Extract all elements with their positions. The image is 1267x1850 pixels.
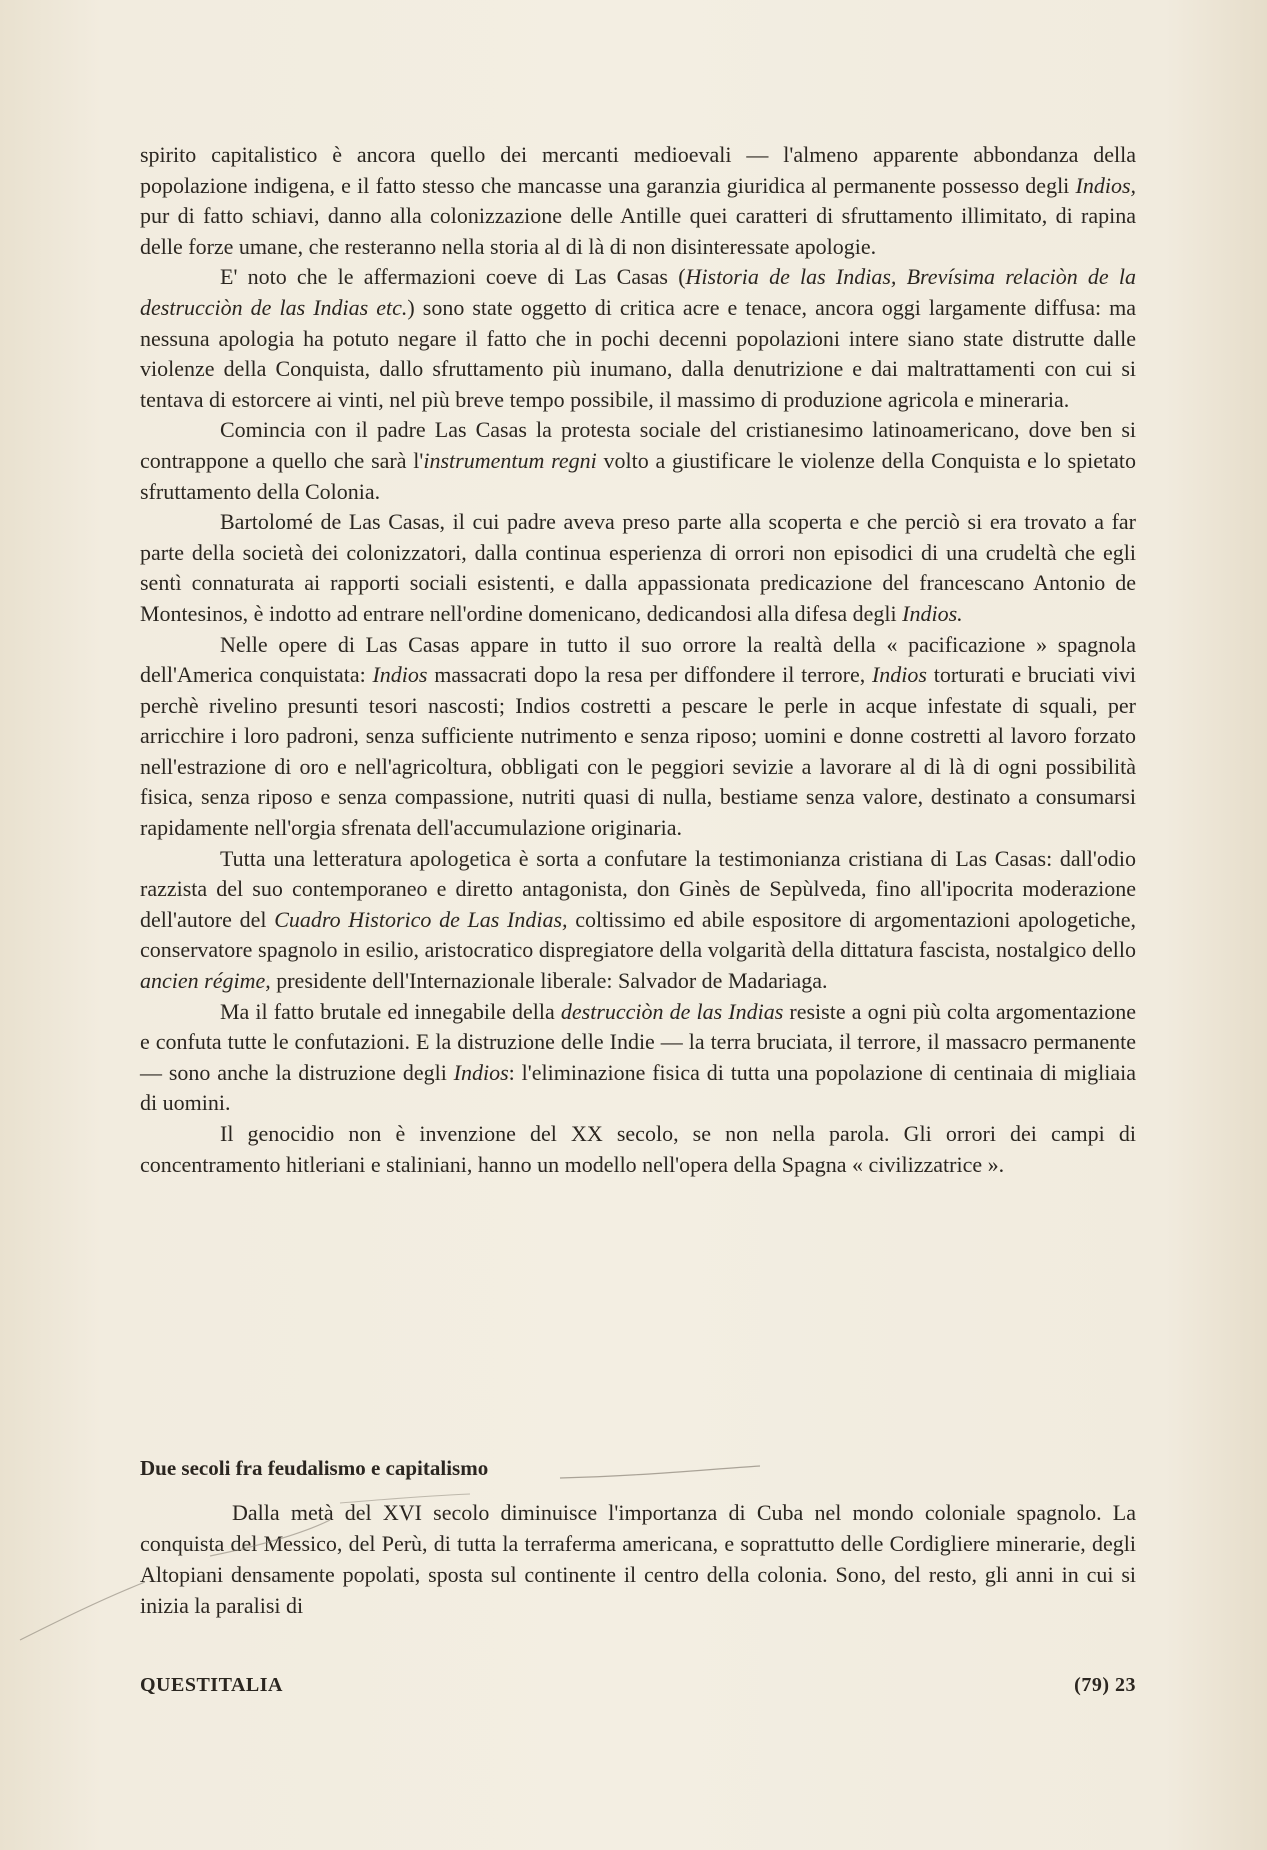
italic-run: ancien régime, <box>140 968 271 994</box>
section-paragraph-1: Dalla metà del XVI secolo diminuisce l'importanza di Cuba nel mondo coloniale spagnolo. La conquista del Messico, del Perù, di tutta la terraferma americana, e soprattutto delle Cordigliere minerarie, degli Altopiani densamente popolati, sposta sul continente il centro della colonia. Sono, del resto, gli anni in cui si inizia la paralisi di <box>140 1500 1136 1618</box>
section-heading: Due secoli fra feudalismo e capitalismo <box>140 1456 489 1480</box>
text-run: Comincia con il padre Las Casas la protesta sociale del cristianesimo latinoamericano, dove ben si contrappone a quello che sarà l' <box>140 417 1136 473</box>
text-run: Bartolomé de Las Casas, il cui padre aveva preso parte alla scoperta e che perciò si era trovato a far parte della società dei colonizzatori, dalla continua esperienza di orrori non episodici di una crudeltà che egli sentì connaturata ai rapporti sociali esistenti, e dalla appassionata predicazione del francescano Antonio de Montesinos, è indotto ad entrare nell'ordine domenicano, dedicandosi alla difesa degli <box>140 509 1136 626</box>
italic-run: Historia de las Indias, Brevísima relaciòn de la destrucciòn de las Indias etc. <box>140 264 1136 320</box>
text-run: torturati e bruciati vivi perchè rivelino presunti tesori nascosti; Indios costretti a pescare le perle in acque infestate di squali, per arricchire i loro padroni, senza sufficiente nutrimento e senza riposo; uomini e donne costretti al lavoro forzato nell'estrazione di oro e nell'agricoltura, obbligati con le peggiori sevizie a lavorare al di là di ogni possibilità fisica, senza riposo e senza compassione, nutriti quasi di nulla, bestiame senza valore, destinato a consumarsi rapidamente nell'orgia sfrenata dell'accumulazione originaria. <box>140 662 1136 841</box>
text-run: E' noto che le affermazioni coeve di Las Casas ( <box>220 264 686 290</box>
paragraph-1 <box>140 140 1136 262</box>
text-run: volto a giustificare le violenze della Conquista e lo spietato sfruttamento della Colonia. <box>140 447 1137 504</box>
text-run: Il genocidio non è invenzione del XX secolo, se non nella parola. Gli orrori dei campi di concentramento hitleriani e staliniani, hanno un modello nell'opera della Spagna « civilizzatrice ». <box>140 1121 1136 1177</box>
italic-run: Indios <box>871 662 927 688</box>
article-body <box>140 140 1136 1180</box>
paragraph-3 <box>140 415 1136 507</box>
text-run: coltissimo ed abile espositore di argomentazioni apologetiche, conservatore spagnolo in esilio, aristocratico dispregiatore della volgarità della dittatura fascista, nostalgico dello <box>140 906 1136 963</box>
italic-run: Indios. <box>902 600 963 626</box>
text-run: Nelle opere di Las Casas appare in tutto il suo orrore la realtà della « pacificazione » spagnola dell'America conquistata: <box>140 631 1136 688</box>
paragraph-8 <box>140 1119 1136 1180</box>
text-run: presidente dell'Internazionale liberale: Salvador de Madariaga. <box>270 968 828 994</box>
paragraph-7 <box>140 997 1136 1119</box>
text-run: massacrati dopo la resa per diffondere il terrore, <box>427 662 872 688</box>
text-run: Tutta una letteratura apologetica è sorta a confutare la testimonianza cristiana di Las Casas: dall'odio razzista del suo contemporaneo e diretto antagonista, don Ginès de Sepùlveda, fino all'ipocrita moderazione dell'autore del <box>140 845 1136 932</box>
section-body <box>140 1497 1136 1621</box>
text-run: pur di fatto schiavi, danno alla colonizzazione delle Antille quei caratteri di sfruttamento illimitato, di rapina delle forze umane, che resteranno nella storia al di là di non disinteressate apologie. <box>140 203 1136 259</box>
paragraph-5 <box>140 630 1136 844</box>
page-number: (79) 23 <box>1074 1674 1136 1696</box>
italic-run: Indios <box>372 662 428 688</box>
text-run: spirito capitalistico è ancora quello dei mercanti medioevali — l'almeno apparente abbondanza della popolazione indigena, e il fatto stesso che mancasse una garanzia giuridica al permanente possesso degli <box>140 142 1136 198</box>
italic-run: Cuadro Historico de Las Indias, <box>274 906 568 932</box>
italic-run: destrucciòn de las Indias <box>560 998 784 1024</box>
text-run: : l'eliminazione fisica di tutta una popolazione di centinaia di migliaia di uomini. <box>140 1059 1136 1116</box>
paragraph-4 <box>140 507 1136 629</box>
text-run: ) sono state oggetto di critica acre e tenace, ancora oggi largamente diffusa: ma nessuna apologia ha potuto negare il fatto che in pochi decenni popolazioni intere siano state distrutte dalle violenze della Conquista, dallo sfruttamento più inumano, dalla denutrizione e dai maltrattamenti con cui si tentava di estorcere ai vinti, nel più breve tempo possibile, il massimo di produzione agricola e mineraria. <box>140 294 1136 412</box>
italic-run: Indios, <box>1075 172 1136 198</box>
text-run: resiste a ogni più colta argomentazione e confuta tutte le confutazioni. E la distruzione delle Indie — la terra bruciata, il terrore, il massacro permanente — sono anche la distruzione degli <box>140 998 1136 1085</box>
paragraph-6 <box>140 844 1136 997</box>
journal-name: QUESTITALIA <box>140 1674 283 1696</box>
paragraph-2 <box>140 262 1136 415</box>
italic-run: Indios <box>453 1059 509 1085</box>
text-run: Ma il fatto brutale ed innegabile della <box>220 998 561 1024</box>
italic-run: instrumentum regni <box>423 447 597 473</box>
